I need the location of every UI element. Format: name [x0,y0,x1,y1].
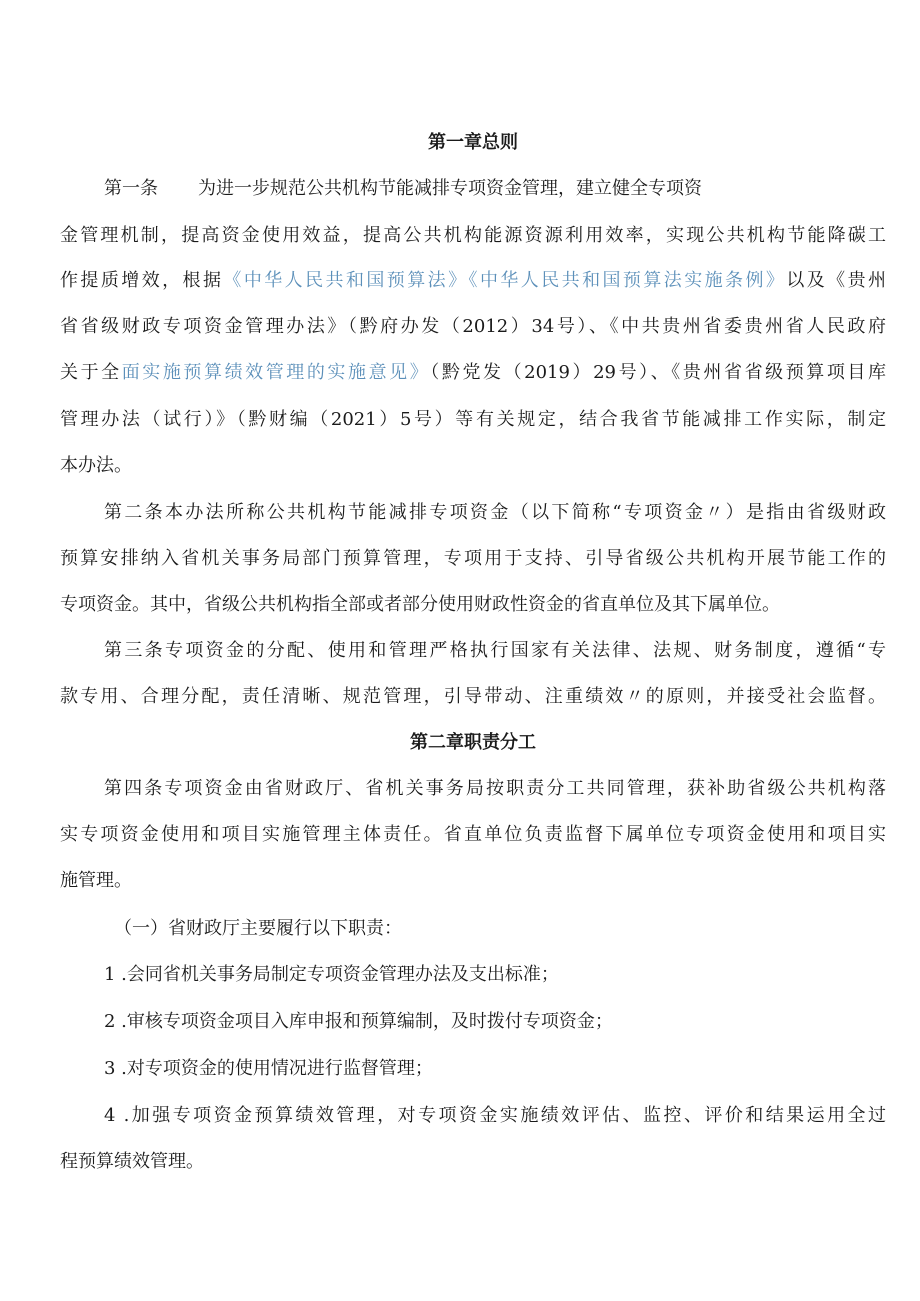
article-4-line-3: 施管理。 [60,870,132,891]
chapter-2-title: 第二章职责分工 [410,732,536,753]
budget-law-link[interactable]: 《中华人民共和国预算法》 [223,270,469,291]
article-1-text-1: 为进一步规范公共机构节能减排专项资金管理，建立健全专项资 [198,178,702,199]
article-4-line-2: 实专项资金使用和项目实施管理主体责任。省直单位负责监督下属单位专项资金使用和项目实 [60,824,886,845]
article-2-line-3: 专项资金。其中，省级公共机构指全部或者部分使用财政性资金的省直单位及其下属单位。 [60,594,780,615]
article-3-line-1: 第三条专项资金的分配、使用和管理严格执行国家有关法律、法规、财务制度，遵循“专 [104,640,886,661]
article-2-line-1: 第二条本办法所称公共机构节能减排专项资金（以下简称“专项资金〃）是指由省级财政 [104,502,886,523]
article-1-label: 第一条 [104,178,158,199]
article-4-line-1: 第四条专项资金由省财政厅、省机关事务局按职责分工共同管理，获补助省级公共机构落 [104,778,886,799]
duties-intro: （一）省财政厅主要履行以下职责： [114,918,402,939]
article-1-line-3 [60,270,886,292]
performance-opinion-link[interactable]: 面实施预算绩效管理的实施意见》 [121,362,431,383]
article-1-text-5b: （黔党发（2019）29号）、《贵州省省级预算项目库 [430,362,887,383]
duty-item-4-line-1: 4 .加强专项资金预算绩效管理，对专项资金实施绩效评估、监控、评价和结果运用全过 [104,1105,886,1126]
article-1-text-5a: 关于全 [60,362,122,383]
article-1-line-4: 省省级财政专项资金管理办法》（黔府办发（2012）34号）、《中共贵州省委贵州省人民政府 [60,316,886,337]
duty-item-2: 2 .审核专项资金项目入库申报和预算编制，及时拨付专项资金； [104,1011,613,1032]
article-1-line-1 [104,178,702,200]
article-1-line-6: 管理办法（试行）》（黔财编（2021）5号）等有关规定，结合我省节能减排工作实际，制定 [60,409,886,430]
article-1-text-3b: 以及《贵州 [786,270,887,291]
article-1-text-3a: 作提质增效，根据 [60,270,224,291]
duty-item-4-line-2: 程预算绩效管理。 [60,1151,204,1172]
budget-law-regulation-link[interactable]: 《中华人民共和国预算法实施条例》 [468,270,787,291]
duty-item-1: 1 .会同省机关事务局制定专项资金管理办法及支出标准； [104,964,559,985]
article-1-line-5 [60,362,886,384]
article-1-line-7: 本办法。 [60,455,132,476]
chapter-1-title: 第一章总则 [428,132,518,153]
article-1-line-2: 金管理机制，提高资金使用效益，提高公共机构能源资源利用效率，实现公共机构节能降碳工 [60,225,886,246]
article-3-line-2: 款专用、合理分配，责任清晰、规范管理，引导带动、注重绩效〃的原则，并接受社会监督。 [60,686,886,707]
duty-item-3: 3 .对专项资金的使用情况进行监督管理； [104,1058,433,1079]
article-2-line-2: 预算安排纳入省机关事务局部门预算管理，专项用于支持、引导省级公共机构开展节能工作的 [60,548,886,569]
